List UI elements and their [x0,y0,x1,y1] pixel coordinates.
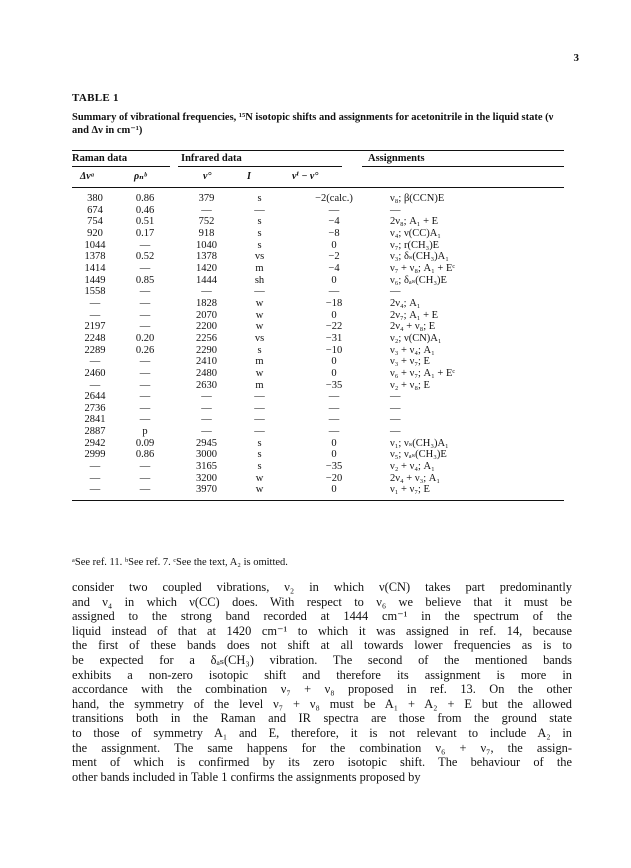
body-line: other bands included in Table 1 confirms the assignments proposed by [72,769,421,784]
assignment-cell: 2ν₇; A₁ + E [390,309,439,321]
ir-frequency-cell: 1378 [196,251,217,263]
table-row [72,345,564,357]
isotopic-shift-cell: 0 [331,356,337,368]
intensity-cell: vs [254,251,265,263]
raman-shift-cell: 2460 [84,367,106,379]
ir-frequency-cell: — [201,402,212,414]
depolarization-cell: 0.17 [135,227,155,239]
ir-frequency-cell: 3970 [196,484,217,496]
body-line: exhibits a non-zero isotopic shift and therefore its assignment is more in [72,667,572,682]
ir-frequency-cell: — [201,414,212,426]
intensity-cell: — [254,402,265,414]
ir-frequency-cell: 1420 [196,262,217,274]
isotopic-shift-cell: −10 [325,344,343,356]
table-row [72,461,564,473]
isotopic-shift-cell: — [328,402,340,414]
raman-shift-cell: 2942 [84,437,106,449]
intensity-cell: w [255,309,264,321]
raman-shift-cell: 2887 [84,426,106,438]
intensity-cell: s [257,449,262,461]
assignment-cell: ν₈; β(CCN)E [390,193,445,204]
assignment-cell: ν₇ + ν₈; A₁ + Eᶜ [390,262,456,274]
depolarization-cell: — [139,472,151,484]
depolarization-cell: — [139,367,151,379]
intensity-cell: m [255,379,264,391]
raman-shift-cell: 380 [87,193,103,204]
table-row [72,391,564,403]
ir-frequency-cell: — [201,286,212,298]
vibrational-table [72,193,564,496]
body-line: and ν₄ in which ν(CC) does. With respect to ν₆ we believe that it must be [72,594,572,609]
depolarization-cell: 0.86 [135,193,155,204]
ir-frequency-cell: 3200 [196,472,217,484]
raman-shift-cell: 1378 [84,251,106,263]
assignment-cell: ν₂ + ν₄; A₁ [390,461,435,473]
isotopic-shift-cell: 0 [331,239,337,251]
intensity-cell: w [255,297,264,309]
isotopic-shift-cell: 0 [331,367,337,379]
body-line: consider two coupled vibrations, ν₂ in which ν(CN) takes part predominantly [72,580,572,594]
raman-shift-cell: — [89,297,101,309]
table-row [72,216,564,228]
depolarization-cell: — [139,379,151,391]
intensity-cell: — [254,414,265,426]
ir-frequency-cell: 1828 [196,297,217,309]
ir-frequency-cell: — [201,391,212,403]
raman-shift-cell: — [89,472,101,484]
table-row [72,240,564,252]
raman-shift-cell: 754 [87,216,103,228]
intensity-cell: s [257,193,262,204]
isotopic-shift-cell: 0 [331,274,337,286]
ir-frequency-cell: 918 [198,227,215,239]
table-row [72,438,564,450]
table-row [72,426,564,438]
assignment-cell: — [390,204,401,216]
body-text [72,580,572,784]
assignment-cell: ν₆; δₐₛ(CH₃)E [390,274,447,286]
assignment-cell: — [390,414,401,426]
raman-shift-cell: — [89,461,101,473]
intensity-cell: w [255,367,264,379]
isotopic-shift-cell: −22 [325,321,343,333]
depolarization-cell: — [139,461,151,473]
depolarization-cell: 0.51 [135,216,155,228]
body-line: assigned to the strong band recorded at 1444 cm⁻¹ in the spectrum of the [72,609,572,624]
raman-shift-cell: 674 [87,204,103,216]
group-infrared-header: Infrared data [181,153,242,164]
table-row [72,286,564,298]
body-line: liquid instead of that at 1420 cm⁻¹ to which it was assigned in ref. 14, because [72,623,572,638]
table-row [72,263,564,275]
assignment-cell: 2ν₄ + ν₈; E [390,321,436,333]
depolarization-cell: — [139,414,151,426]
col-header-intensity: I [247,171,251,182]
depolarization-cell: — [139,262,151,274]
raman-shift-cell: 1044 [84,239,106,251]
isotopic-shift-cell: — [328,286,340,298]
intensity-cell: s [257,227,262,239]
ir-frequency-cell: 2070 [196,309,217,321]
depolarization-cell: — [139,402,151,414]
isotopic-shift-cell: 0 [331,449,337,461]
table-top-rule [72,150,564,151]
col-header-depolarization: ρₙᵇ [134,171,147,182]
raman-shift-cell: — [89,484,101,496]
raman-shift-cell: 1414 [84,262,106,274]
table-label: TABLE 1 [72,92,119,104]
isotopic-shift-cell: 0 [331,484,337,496]
depolarization-cell: — [139,391,151,403]
depolarization-cell: 0.46 [135,204,155,216]
intensity-cell: — [254,426,265,438]
assignment-cell: ν₇; r(CH₃)E [390,239,440,251]
ir-frequency-cell: 2290 [196,344,217,356]
raman-shift-cell: — [89,356,101,368]
depolarization-cell: p [142,426,148,438]
col-header-isotopic-shift: νⁱ − ν° [292,171,319,182]
body-line: accordance with the combination ν₇ + ν₈ proposed in ref. 13. On the other [72,682,572,697]
body-line: the assignment. The same happens for the combination ν₆ + ν₇, the assign- [72,740,572,755]
intensity-cell: w [255,472,264,484]
isotopic-shift-cell: −8 [328,227,340,239]
isotopic-shift-cell: 0 [331,437,337,449]
group-raman-header: Raman data [72,153,128,164]
table-row [72,356,564,368]
ir-frequency-cell: — [201,426,212,438]
body-line: ment of which is confirmed by its zero isotopic shift. The behaviour of the [72,755,572,770]
raman-shift-cell: 2841 [84,414,106,426]
raman-shift-cell: 2736 [84,402,106,414]
body-line: transitions both in the Raman and IR spectra are those from the ground state [72,711,572,726]
body-line: be expected for a δₐₛ(CH₃) vibration. The second of the mentioned bands [72,652,572,667]
isotopic-shift-cell: −35 [325,461,343,473]
ir-frequency-cell: 1040 [196,239,217,251]
isotopic-shift-cell: −18 [325,297,343,309]
table-row [72,380,564,392]
table-row [72,449,564,461]
isotopic-shift-cell: −2(calc.) [315,193,353,204]
col-header-raman-shift: Δνᵃ [80,171,94,182]
ir-frequency-cell: 1444 [196,274,217,286]
assignment-cell: — [390,391,401,403]
assignment-cell: ν₂; ν(CN)A₁ [390,332,442,344]
raman-shift-cell: 2289 [84,344,106,356]
raman-shift-cell: 2644 [84,391,106,403]
intensity-cell: s [257,437,262,449]
col-header-ir-frequency: ν° [203,171,212,182]
ir-frequency-cell: 2480 [196,367,217,379]
table-row [72,310,564,322]
raman-shift-cell: 2197 [84,321,106,333]
table-row [72,473,564,485]
depolarization-cell: 0.52 [135,251,155,263]
table-row [72,251,564,263]
intensity-cell: — [254,391,265,403]
intensity-cell: s [257,216,262,228]
intensity-cell: vs [254,332,265,344]
table-row [72,275,564,287]
assignment-cell: ν₂ + ν₈; E [390,379,430,391]
assignment-cell: — [390,426,401,438]
raman-shift-cell: — [89,379,101,391]
raman-shift-cell: 2999 [84,449,106,461]
isotopic-shift-cell: 0 [331,309,337,321]
isotopic-shift-cell: −2 [328,251,340,263]
table-row [72,484,564,496]
assignment-cell: ν₅; νₐₛ(CH₃)E [390,449,447,461]
isotopic-shift-cell: — [328,426,340,438]
group-assignments-header: Assignments [368,153,425,164]
intensity-cell: s [257,344,262,356]
intensity-cell: m [255,356,264,368]
depolarization-cell: — [139,309,151,321]
assignment-cell: — [390,286,401,298]
table-row [72,333,564,345]
isotopic-shift-cell: — [328,391,340,403]
table-header-rule [72,187,564,188]
depolarization-cell: — [139,484,151,496]
table-row [72,228,564,240]
assignment-cell: 2ν₈; A₁ + E [390,216,439,228]
assignment-cell: ν₃ + ν₄; A₁ [390,344,435,356]
intensity-cell: w [255,321,264,333]
ir-frequency-cell: 2630 [196,379,217,391]
ir-frequency-cell: — [201,204,212,216]
table-row [72,414,564,426]
raman-shift-cell: 2248 [84,332,106,344]
depolarization-cell: 0.09 [135,437,155,449]
assignment-cell: — [390,402,401,414]
intensity-cell: — [254,286,265,298]
isotopic-shift-cell: — [328,204,340,216]
depolarization-cell: 0.26 [135,344,155,356]
assignment-cell: ν₁; νₛ(CH₃)A₁ [390,437,449,449]
intensity-cell: w [255,484,264,496]
raman-shift-cell: — [89,309,101,321]
intensity-cell: s [257,461,262,473]
isotopic-shift-cell: −4 [328,262,340,274]
body-line: to those of symmetry A₁ and E, therefore, it is not relevant to include A₂ in [72,725,572,740]
table-row [72,321,564,333]
intensity-cell: m [255,262,264,274]
depolarization-cell: 0.85 [135,274,155,286]
isotopic-shift-cell: −20 [325,472,343,484]
assignment-cell: ν₁ + ν₇; E [390,484,430,496]
raman-shift-cell: 1449 [84,274,106,286]
ir-frequency-cell: 2200 [196,321,217,333]
body-line: hand, the symmetry of the level ν₇ + ν₈ must be A₁ + A₂ + E but the allowed [72,696,572,711]
raman-shift-cell: 1558 [84,286,106,298]
ir-frequency-cell: 2945 [196,437,217,449]
raman-shift-cell: 920 [87,227,103,239]
ir-frequency-cell: 379 [198,193,215,204]
ir-frequency-cell: 752 [198,216,215,228]
table-bottom-rule [72,500,564,501]
table-row [72,193,564,205]
depolarization-cell: — [139,321,151,333]
raman-group-rule [72,166,170,167]
table-row [72,205,564,217]
intensity-cell: s [257,239,262,251]
depolarization-cell: — [139,239,151,251]
assignment-cell: ν₆ + ν₇; A₁ + Eᶜ [390,367,456,379]
depolarization-cell: — [139,286,151,298]
assignment-cell: 2ν₄; A₁ [390,297,421,309]
ir-frequency-cell: 2256 [196,332,217,344]
depolarization-cell: — [139,356,151,368]
assignment-cell: ν₃ + ν₇; E [390,356,430,368]
isotopic-shift-cell: −35 [325,379,343,391]
page-number: 3 [573,52,579,64]
table-row [72,368,564,380]
depolarization-cell: 0.20 [135,332,155,344]
ir-frequency-cell: 3000 [196,449,217,461]
isotopic-shift-cell: −4 [328,216,340,228]
assignment-cell: 2ν₄ + ν₃; A₁ [390,472,441,484]
ir-frequency-cell: 2410 [196,356,217,368]
table-row [72,298,564,310]
depolarization-cell: 0.86 [135,449,155,461]
intensity-cell: sh [254,274,265,286]
assignments-group-rule [362,166,564,167]
table-row [72,403,564,415]
assignment-cell: ν₃; δₛ(CH₃)A₁ [390,251,449,263]
body-line: the first of these bands does not shift at all towards lower frequencies as is to [72,638,572,653]
table-caption: Summary of vibrational frequencies, ¹⁵N isotopic shifts and assignments for acetonitrile in the liquid state (ν and Δν in cm⁻¹) [72,112,554,136]
infrared-group-rule [178,166,342,167]
depolarization-cell: — [139,297,151,309]
ir-frequency-cell: 3165 [196,461,217,473]
intensity-cell: — [254,204,265,216]
isotopic-shift-cell: — [328,414,340,426]
table-footnote: ᵃSee ref. 11. ᵇSee ref. 7. ᶜSee the text, A₂ is omitted. [72,557,288,568]
assignment-cell: ν₄; ν(CC)A₁ [390,227,441,239]
isotopic-shift-cell: −31 [325,332,343,344]
